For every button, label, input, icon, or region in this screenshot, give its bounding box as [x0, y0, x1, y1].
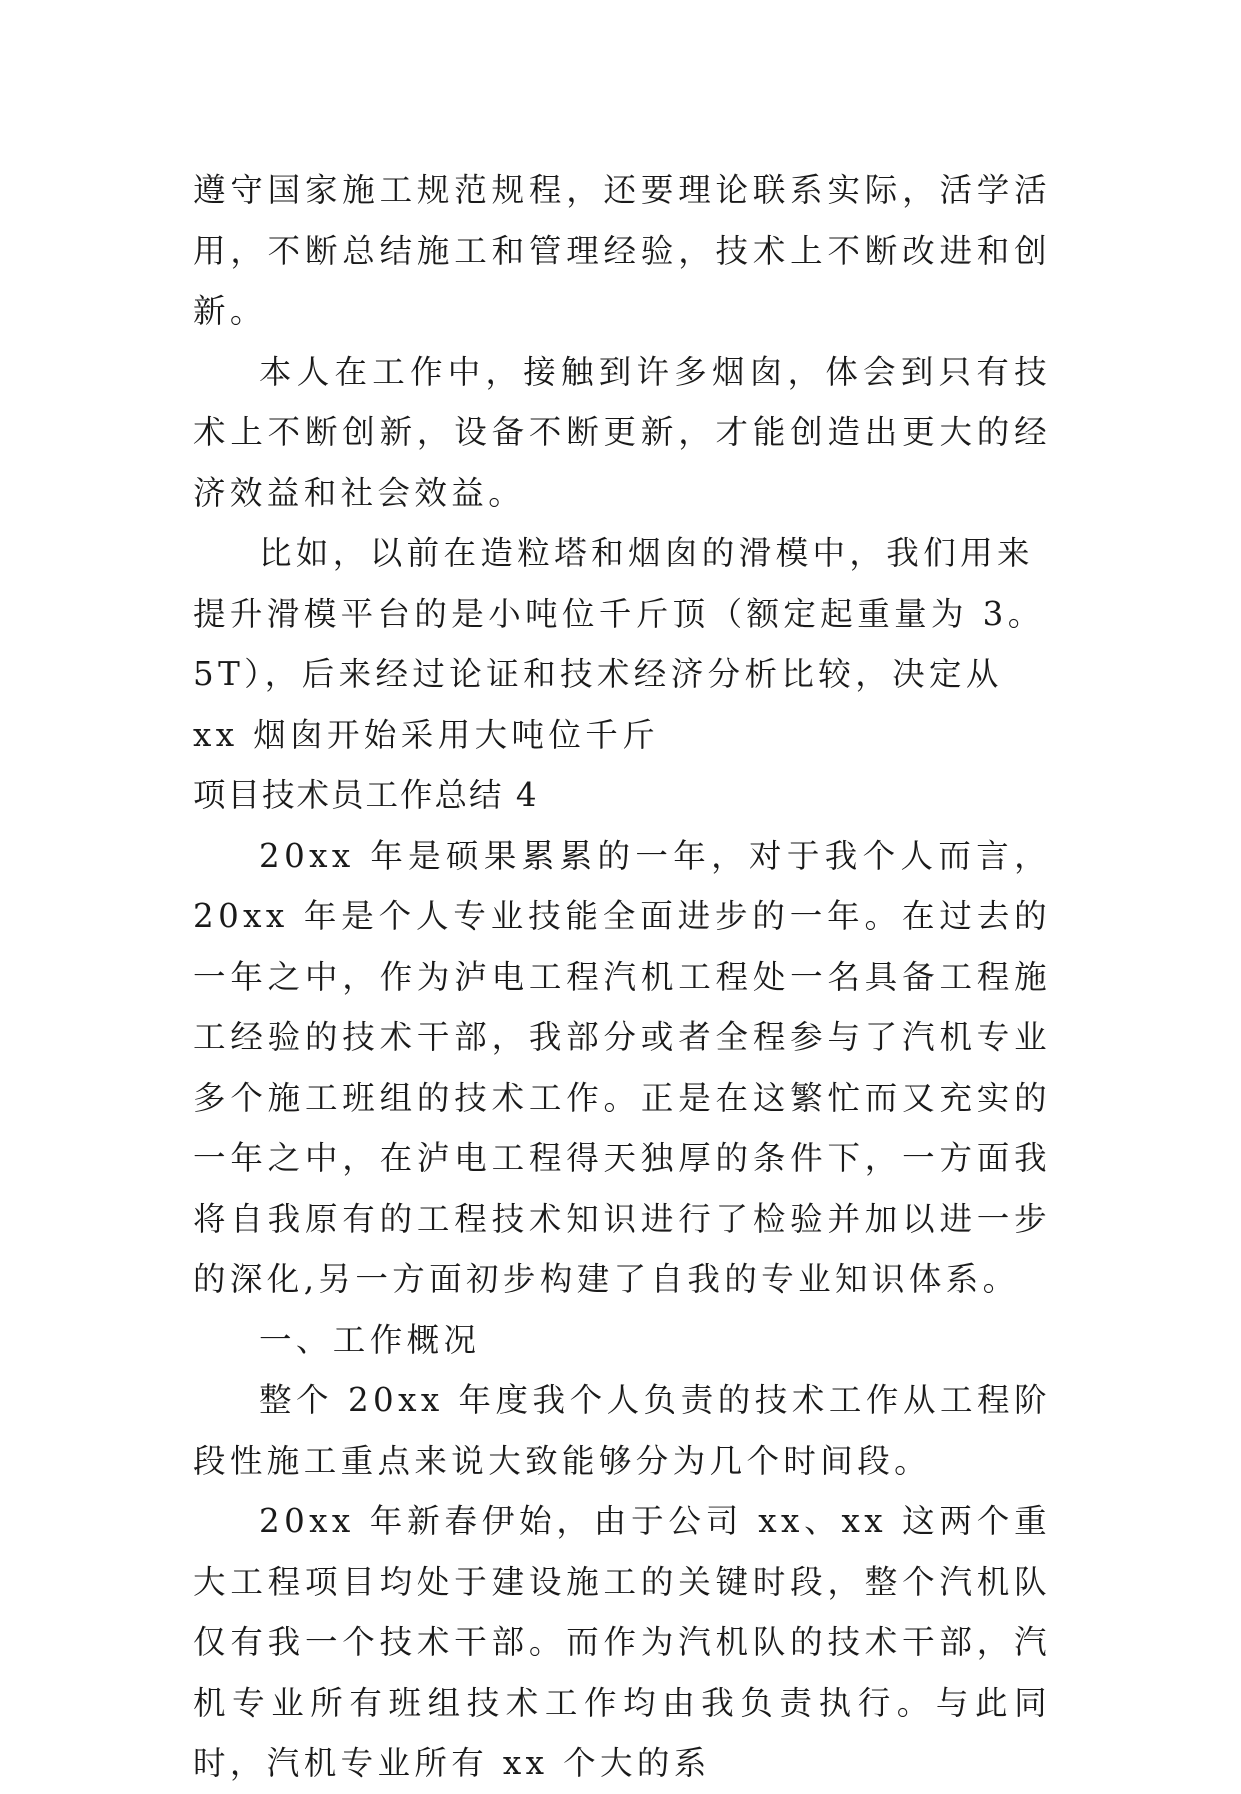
paragraph-year-summary: 20xx 年是硕果累累的一年，对于我个人而言，20xx 年是个人专业技能全面进步的一年。在过去的一年之中，作为泸电工程汽机工程处一名具备工程施工经验的技术干部，我部分或者全程参与了汽机专业多个施工班组的技术工作。正是在这繁忙而又充实的一年之中，在泸电工程得天独厚的条件下，一方面我将自我原有的工程技术知识进行了检验并加以进一步的深化,另一方面初步构建了自我的专业知识体系。: [193, 836, 1051, 1298]
paragraph-chimney-innovation: 本人在工作中，接触到许多烟囱，体会到只有技术上不断创新，设备不断更新，才能创造出更大的经济效益和社会效益。: [193, 352, 1051, 512]
paragraph-work-periods: 整个 20xx 年度我个人负责的技术工作从工程阶段性施工重点来说大致能够分为几个时间段。: [193, 1381, 1051, 1480]
document-body: [193, 160, 1051, 1794]
paragraph-continuation: 遵守国家施工规范规程，还要理论联系实际，活学活用，不断总结施工和管理经验，技术上不断改进和创新。: [193, 171, 1051, 330]
subsection-heading-overview: 一、工作概况: [259, 1320, 481, 1359]
paragraph-new-year-start: 20xx 年新春伊始，由于公司 xx、xx 这两个重大工程项目均处于建设施工的关键时段，整个汽机队仅有我一个技术干部。而作为汽机队的技术干部，汽机专业所有班组技术工作均由我负责执行。与此同时，汽机专业所有 xx 个大的系: [193, 1502, 1051, 1782]
section-title: 项目技术员工作总结 4: [193, 776, 539, 814]
paragraph-jack-example: 比如，以前在造粒塔和烟囱的滑模中，我们用来提升滑模平台的是小吨位千斤顶（额定起重量为 3。5T），后来经过论证和技术经济分析比较，决定从 xx 烟囱开始采用大吨位千斤: [193, 534, 1045, 754]
